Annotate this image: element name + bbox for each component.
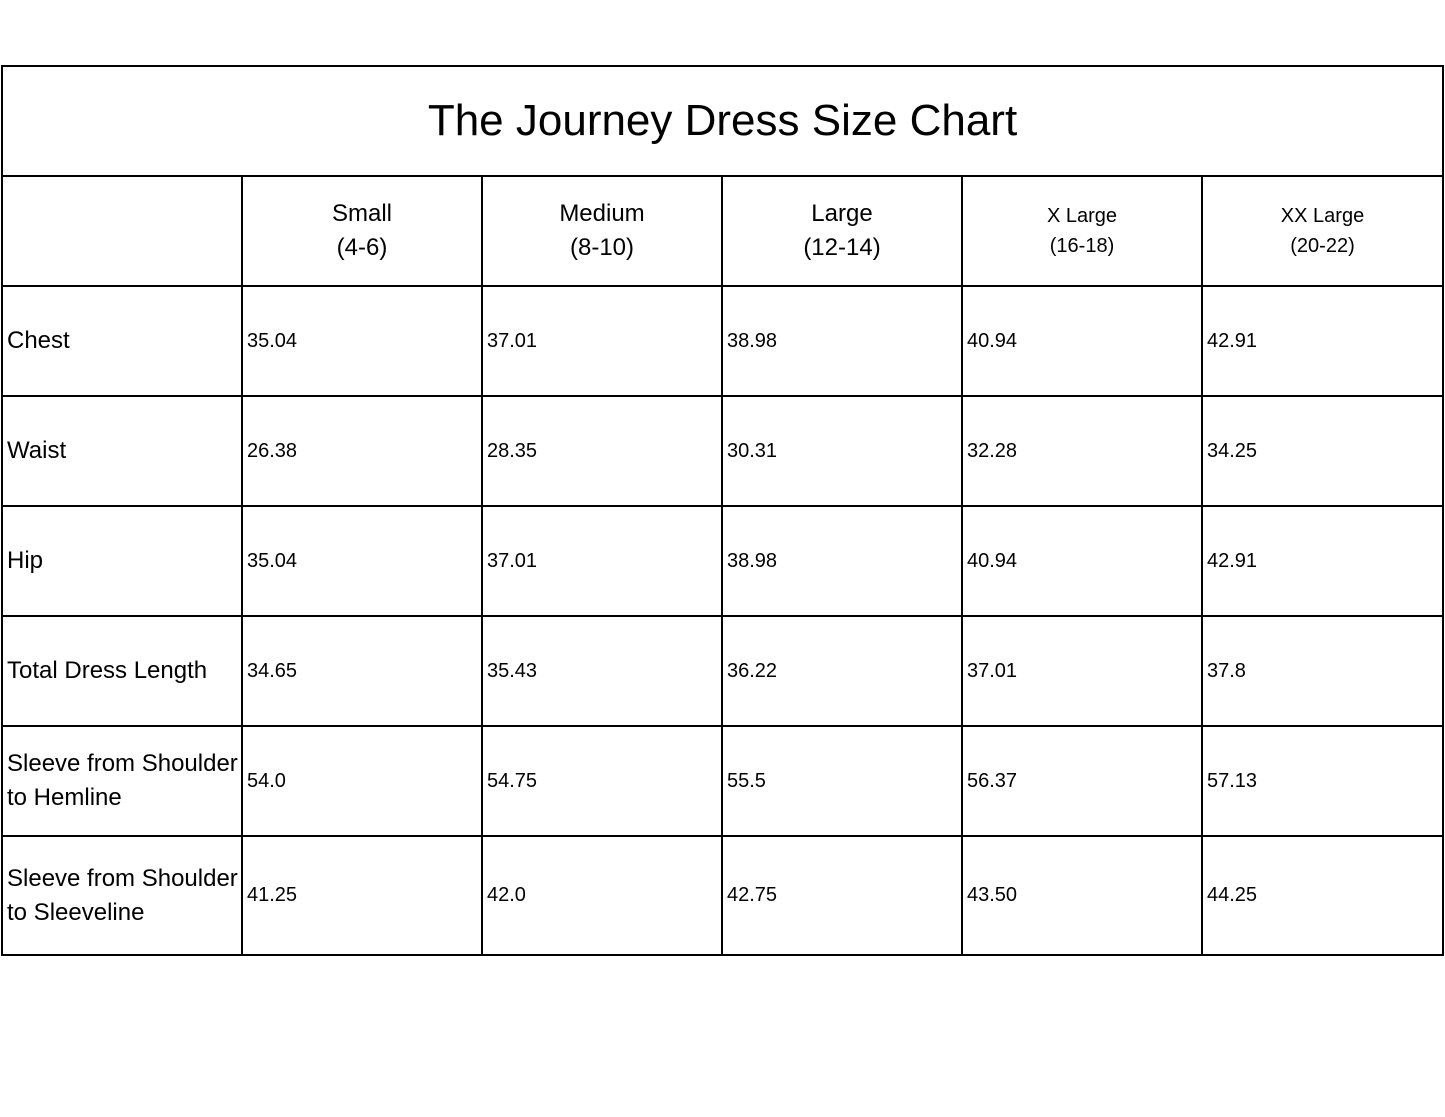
table-cell: 44.25	[1207, 884, 1258, 906]
header-small	[243, 177, 483, 287]
table-cell: 34.65	[243, 617, 483, 727]
size-range: (8-10)	[569, 234, 635, 261]
table-cell: 57.13	[1203, 727, 1442, 837]
table-cell: 40.94	[963, 507, 1203, 617]
size-name: XX Large	[1280, 205, 1365, 227]
size-range: (12-14)	[803, 234, 881, 261]
header-corner	[3, 177, 243, 287]
table-cell: 54.0	[243, 727, 483, 837]
row-label-sleeve-to-sleeveline: Sleeve from Shoulder to Sleeveline	[3, 837, 243, 954]
table-cell: 41.25	[243, 837, 483, 954]
row-label-total-dress-length: Total Dress Length	[3, 617, 243, 727]
table-cell: 42.0	[483, 837, 723, 954]
table-cell: 35.04	[243, 507, 483, 617]
table-cell: 56.37	[963, 727, 1203, 837]
row-label-waist: Waist	[3, 397, 243, 507]
row-label-chest: Chest	[3, 287, 243, 397]
size-range: (4-6)	[336, 234, 388, 261]
table-cell: 26.38	[243, 397, 483, 507]
table-cell: 35.43	[483, 617, 723, 727]
table-cell: 38.98	[723, 507, 963, 617]
table-cell: 34.25	[1203, 397, 1442, 507]
header-medium	[483, 177, 723, 287]
table-cell: 42.75	[723, 837, 963, 954]
table-cell: 42.91	[1203, 287, 1442, 397]
size-chart-table	[1, 65, 1444, 956]
size-range: (20-22)	[1290, 235, 1355, 257]
header-large	[723, 177, 963, 287]
table-cell: 37.01	[483, 287, 723, 397]
table-cell: 35.04	[243, 287, 483, 397]
table-cell: 54.75	[483, 727, 723, 837]
size-name: Large	[811, 200, 873, 227]
size-name: Medium	[559, 200, 645, 227]
table-cell: 36.22	[723, 617, 963, 727]
table-cell: 37.01	[963, 617, 1203, 727]
table-cell: 30.31	[723, 397, 963, 507]
row-label-hip: Hip	[3, 507, 243, 617]
header-xx-large	[1203, 177, 1442, 287]
size-name: X Large	[1046, 205, 1118, 227]
table-cell: 28.35	[483, 397, 723, 507]
table-cell: 55.5	[723, 727, 963, 837]
table-cell: 37.01	[483, 507, 723, 617]
table-cell: 43.50	[963, 837, 1203, 954]
size-name: Small	[331, 200, 392, 227]
size-range: (16-18)	[1049, 235, 1115, 257]
header-x-large	[963, 177, 1203, 287]
chart-title: The Journey Dress Size Chart	[3, 67, 1442, 177]
table-cell: 42.91	[1203, 507, 1442, 617]
table-cell: 38.98	[723, 287, 963, 397]
row-label-sleeve-to-hemline: Sleeve from Shoulder to Hemline	[3, 727, 243, 837]
table-cell: 40.94	[963, 287, 1203, 397]
size-grid	[3, 177, 1442, 954]
table-cell: 32.28	[963, 397, 1203, 507]
table-cell: 37.8	[1203, 617, 1442, 727]
